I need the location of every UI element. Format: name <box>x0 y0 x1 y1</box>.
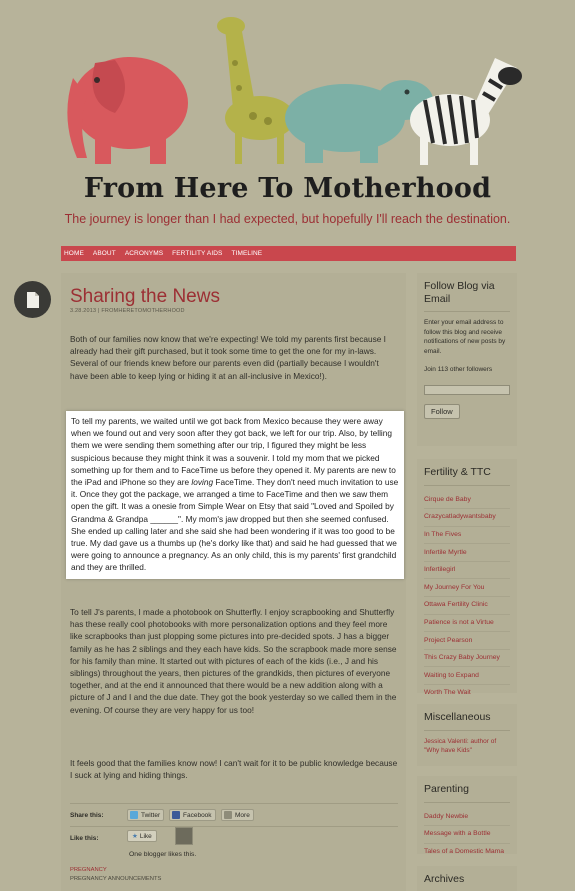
follow-widget-title: Follow Blog via Email <box>424 280 510 312</box>
archives-widget-title: Archives <box>424 873 510 891</box>
tag-pregnancy-announcements[interactable]: PREGNANCY ANNOUNCEMENTS <box>70 876 162 882</box>
sidebar-link[interactable]: My Journey For You <box>424 579 510 597</box>
paragraph-2-emphasis: loving <box>191 477 214 488</box>
sidebar-link[interactable]: Message with a Bottle <box>424 826 510 844</box>
follower-count: Join 113 other followers <box>424 366 493 374</box>
document-icon <box>26 291 40 309</box>
sidebar-link[interactable]: Tales of a Domestic Mama <box>424 847 505 855</box>
like-button-label: Like <box>139 832 152 840</box>
elephant-illustration <box>67 57 188 164</box>
giraffe-illustration <box>217 17 295 164</box>
follow-description: Enter your email address to follow this blog and receive notifications of new posts by email. <box>424 319 506 355</box>
zebra-illustration <box>410 58 522 165</box>
like-label: Like this: <box>70 835 99 842</box>
sidebar-link[interactable]: Worth The Wait <box>424 689 471 697</box>
share-twitter-button[interactable] <box>127 809 164 821</box>
parenting-widget-title: Parenting <box>424 783 510 803</box>
nav-acronyms[interactable]: ACRONYMS <box>124 250 164 257</box>
sidebar-link[interactable]: Project Pearson <box>424 632 510 650</box>
sidebar-link[interactable]: Infertilegirl <box>424 562 510 580</box>
sidebar-link[interactable]: Waiting to Expand <box>424 667 510 685</box>
more-icon <box>224 811 232 819</box>
archives-widget <box>417 866 517 891</box>
share-label: Share this: <box>70 812 104 819</box>
nav-home[interactable]: HOME <box>64 250 84 257</box>
misc-link[interactable]: Jessica Valenti: author of "Why have Kids" <box>424 737 497 754</box>
sidebar-link[interactable]: Cirque de Baby <box>424 492 510 510</box>
site-title[interactable]: From Here To Motherhood <box>83 173 492 204</box>
follow-widget <box>417 273 517 446</box>
twitter-label: Twitter <box>141 811 161 819</box>
share-more-button[interactable] <box>221 809 254 821</box>
sidebar-link[interactable]: Ottawa Fertility Clinic <box>424 597 510 615</box>
likes-count: One blogger likes this. <box>129 851 197 858</box>
header-animals-illustration <box>55 8 525 168</box>
follow-button[interactable]: Follow <box>424 404 460 419</box>
misc-widget-title: Miscellaneous <box>424 711 510 731</box>
more-label: More <box>235 811 250 819</box>
tag-pregnancy[interactable]: PREGNANCY <box>70 867 107 873</box>
post-meta: 3.28.2013 | FROMHERETOMOTHERHOOD <box>70 308 185 314</box>
post-paragraph-2-highlighted <box>66 411 404 579</box>
star-icon: ★ <box>132 833 138 840</box>
share-facebook-button[interactable] <box>169 809 216 821</box>
nav-fertility-aids[interactable]: FERTILITY AIDS <box>172 250 223 257</box>
site-tagline: The journey is longer than I had expected, but hopefully I'll reach the destination. <box>64 212 511 226</box>
parenting-widget <box>417 776 517 854</box>
post-tags <box>70 866 161 884</box>
post-title[interactable]: Sharing the News <box>70 286 220 307</box>
twitter-icon <box>130 811 138 819</box>
share-section <box>70 803 398 825</box>
sidebar-link[interactable]: Crazycatladywantsbaby <box>424 509 510 527</box>
post-article <box>61 273 406 891</box>
follow-email-input[interactable] <box>424 385 510 395</box>
main-navigation <box>61 246 516 261</box>
like-button[interactable] <box>127 830 157 842</box>
post-paragraph-4: It feels good that the families know now! I can't wait for it to be public knowledge because I suck at lying and hiding things. <box>70 758 398 781</box>
fertility-widget-title: Fertility & TTC <box>424 466 510 486</box>
facebook-label: Facebook <box>183 811 212 819</box>
nav-timeline[interactable]: TIMELINE <box>231 250 263 257</box>
post-paragraph-3: To tell J's parents, I made a photobook on Shutterfly. I enjoy scrapbooking and Shutterfly has these really cool photobooks with more personalization options and they feel more like scrapbooks than just plopping some pictures into pre-decided spots. J has a bigger family as he has 2 siblings and they each have kids. So the scrapbook made more sense for his family than mine. It started out with pictures of each of the kids (i.e., J and his siblings) throughout the years, then pictures of the grandkids, then pictures of everyone together, and at the end it announced that there would be a new addition along with a picture of J and I and the due date. They got the book yesterday so we called them in the evening. Of course they are very happy for us too! <box>70 607 397 715</box>
sidebar-link[interactable]: This Crazy Baby Journey <box>424 650 510 668</box>
facebook-icon <box>172 811 180 819</box>
nav-about[interactable]: ABOUT <box>92 250 116 257</box>
fertility-links-list <box>424 492 510 702</box>
miscellaneous-widget <box>417 704 517 766</box>
parenting-links-list <box>424 809 510 861</box>
liker-avatar[interactable] <box>175 827 193 845</box>
sidebar-link[interactable]: In The Fives <box>424 527 510 545</box>
post-paragraph-1: Both of our families now know that we're expecting! We told my parents first because I already had their gift purchased, but it took some time to get the one for my in-laws. Several of our friends knew before our parents even did (partially because I wouldn't have been able to keep lying or hiding it at an all-inclusive in Mexico!). <box>70 334 386 381</box>
sidebar-link[interactable]: Infertile Myrtle <box>424 544 510 562</box>
fertility-ttc-widget <box>417 459 517 697</box>
paragraph-2-text-b: FaceTime. They don't need much invitation to use it. Once they got the package, we arranged a time to FaceTime and then we saw them open the gift. It was a onesie from Simple Wear on Etsy that said "Loved and Spoiled by Grandma & Grandpa ______". My mom's jaw dropped but then she seemed confused. She ended up calling later and she said she had been wondering if it was too good to be true. My dad gave us a thumbs up (he's dorky like that) and said he had guessed that we were going to announce a pregnancy. As an only child, this is my parents' first grandchild and they are thrilled. <box>71 477 399 573</box>
sidebar-link[interactable]: Patience is not a Virtue <box>424 615 510 633</box>
post-format-icon <box>14 281 51 318</box>
paragraph-2-text-a: To tell my parents, we waited until we got back from Mexico because they were away when we found out and very soon after they got back, we left for our trip. Also, by telling them we were sending them something after our trip, I figured they might be less suspicious because they might think it was a souvenir. I told my mom that we picked something up for them and to FaceTime us before they opened it. My parents are new to the iPad and iPhone so they are <box>71 416 396 488</box>
sidebar-link[interactable]: Daddy Newbie <box>424 809 510 827</box>
